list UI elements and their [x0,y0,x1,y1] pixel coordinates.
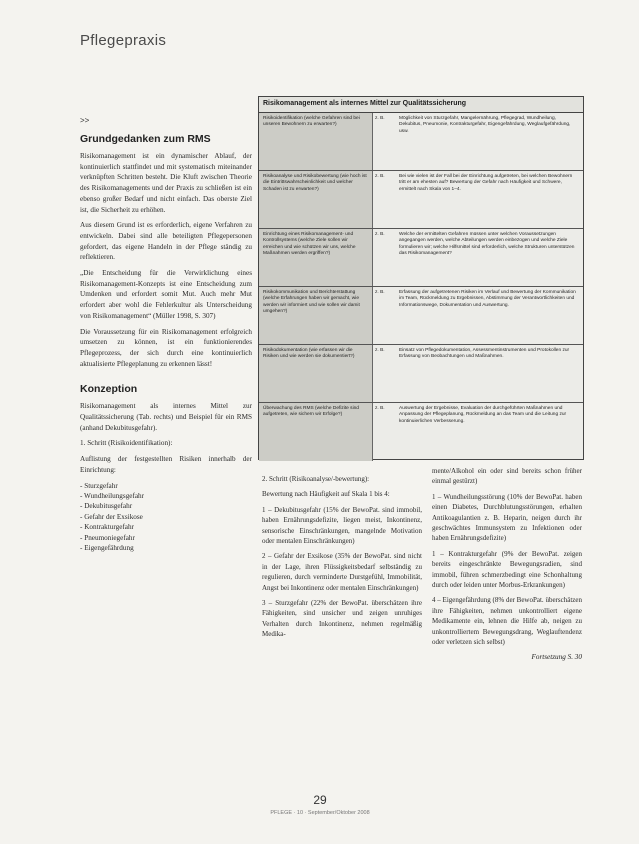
paragraph: 1 – Kontrakturgefahr (9% der BewoPat. zeigen bereits eingeschränkte Bewegungsradien, sind immobil, führen schmerzbedingt eine Schonhaltung durch oder leiden unter Morbus-Erkrankungen) [432,549,582,590]
table-row [259,171,583,229]
page-header: Pflegepraxis [80,32,167,49]
table-cell-question: Risikodokumentation (wie erfassen wir die Risiken und wie werden sie dokumentiert?) [259,345,373,402]
list-item: - Wundheilungsgefahr [80,491,145,500]
paragraph: Risikomanagement ist ein dynamischer Ablauf, der kontinuierlich stattfindet und mit systematisch miteinander verknüpften Schritten besteht. Die Kluft zwischen Theorie des Risikomanagements und der Praxis zu schließen ist ein ebenso großer Bedarf und nicht einfach. Das oberste Ziel ist, die Sicherheit zu erhöhen. [80,152,252,214]
table-title: Risikomanagement als internes Mittel zur Qualitätssicherung [259,97,583,113]
table-cell-answer: Welche der ermittelten Gefahren müssen unter welchen Voraussetzungen angegangen werden, welche Abteilungen werden einbezogen und welche Ziele formulieren wir; welche Hilfsmittel sind erforderlich, welche Strukturen unterstützen das Risikomanagement? [399,232,575,256]
table-cell-answer: Erfassung der aufgetretenen Risiken im Verlauf und Bewertung der Kommunikation im Team, Rückmeldung zu Ergebnissen, Abstimmung der Verantwortlichkeiten und Informationswege, Dokumentation und Auswertung. [399,290,576,308]
table-cell-question: Risikoidentifikation (welche Gefahren sind bei unseren Bewohnern zu erwarten?) [259,113,373,170]
heading-konzeption: Konzeption [80,383,138,396]
table-cell-question: Überwachung des RMS (welche Defizite sind aufgetreten, wie sichern wir Erfolge?) [259,403,373,461]
page-footer-line: PFLEGE · 10 · September/Oktober 2008 [270,810,370,816]
paragraph: 1 – Dekubitusgefahr (15% der BewoPat. sind immobil, haben Ernährungsdefizite, liegen meist, Inkontinenz, sensorische Einschränkungen, mangelnde Motivation oder mentalen Einschränkungen) [262,505,422,546]
paragraph: Aus diesem Grund ist es erforderlich, eigene Verfahren zu entwickeln. Dabei sind alle beteiligten Pflegepersonen gefordert, das eigene Handeln in der Pflege ständig zu reflektieren. [80,221,252,262]
table-row [259,229,583,287]
page-number: 29 [313,793,327,807]
section-marker: >> [80,116,90,125]
table-row [259,403,583,461]
table-cell-question: Einrichtung eines Risikomanagement- und Kontrollsystems (welche Ziele sollen wir erreichen und wie schützen wir uns, welche Maßnahmen werden ergriffen?) [259,229,373,286]
table-cell-step: z. B. [375,348,385,353]
list-item: - Pneumoniegefahr [80,533,135,542]
paragraph: Auflistung der festgestellten Risiken innerhalb der Einrichtung: [80,455,252,474]
risk-list [80,481,252,554]
paragraph: Risikomanagement als internes Mittel zur Qualitätssicherung (Tab. rechts) und Beispiel für ein RMS (anhand Dekubitusgefahr). [80,402,252,432]
continuation-note: Fortsetzung S. 30 [531,652,582,661]
table-cell-step: z. B. [375,406,385,411]
list-item: - Dekubitusgefahr [80,502,133,511]
heading-grundgedanken: Grundgedanken zum RMS [80,133,211,145]
list-item: - Kontrakturgefahr [80,523,134,532]
risk-management-table [258,96,584,460]
table-cell-question: Risikokommunikation und Berichterstattung (welche Erfahrungen haben wir gemacht, wie werden wir informiert und wie sollen wir damit umgehen?) [259,287,373,344]
left-column [80,116,252,553]
list-item: - Eigengefährdung [80,544,134,553]
paragraph: 3 – Sturzgefahr (22% der BewoPat. überschätzen ihre Fähigkeiten, sind unsicher und zeigen unruhiges Verhalten durch Inkontinenz, nehmen regelmäßig Medika- [262,599,422,639]
paragraph: Bewertung nach Häufigkeit auf Skala 1 bis 4: [262,490,390,499]
table-cell-answer: Einsatz von Pflegedokumentation, Assessmentinstrumenten und Protokollen zur Erfassung von Beobachtungen und Maßnahmen. [399,348,570,360]
table-cell-step: z. B. [375,290,385,295]
step-heading: 2. Schritt (Risikoanalyse/-bewertung): [262,475,370,483]
paragraph: 2 – Gefahr der Exsikose (35% der BewoPat. sind nicht in der Lage, ihren Flüssigkeitsbedarf selbständig zu regulieren, durch verminderte Durstgefühl, Immobilität, Angst bei Inkontinenz oder mentalen Einschränkungen) [262,552,422,592]
table-row [259,113,583,171]
table-row [259,345,583,403]
table-cell-step: z. B. [375,116,385,121]
paragraph: Die Voraussetzung für ein Risikomanagement erfolgreich umsetzen zu können, ist ein funktionierendes Pflegeprozess, der sich durch eine kontinuierlich aktualisierte Pflegeplanung zu erkennen lässt! [80,327,252,368]
step-heading: 1. Schritt (Risikoidentifikation): [80,439,173,448]
table-cell-step: z. B. [375,174,385,179]
table-row [259,287,583,345]
paragraph: mente/Alkohol ein oder sind bereits schon früher einmal gestürzt) [432,467,582,486]
paragraph: 1 – Wundheilungsstörung (10% der BewoPat. haben einen Diabetes, Durchblutungsstörungen, erhalten Antikoagulantien z. B. Heparin, neigen durch ihr geschwächtes Immunsystem zu Infektionen oder haben Ernährungsdefizite) [432,492,582,543]
table-cell-answer: Bei wie vielen ist der Fall bei der Einrichtung aufgetreten, bei welchen Bewohnern tritt er am ehesten auf? Bewertung der Gefahr nach Häufigkeit und Schwere, ermittelt nach Skala von 1–4. [399,174,573,192]
table-cell-answer: Möglichkeit von Sturzgefahr, Mangelernährung, Pflegegrad, Wundheilung, Dekubitus, Pneumonie, Kontrakturgefahr, Eigengefährdung, Weglaufgefährdung, usw. [399,116,571,134]
table-cell-answer: Auswertung der Ergebnisse, Evaluation der durchgeführten Maßnahmen und Anpassung der Pflegeplanung, Rückmeldung an das Team und die Leitung zur kontinuierlichen Verbesserung. [399,406,567,424]
table-cell-step: z. B. [375,232,385,237]
quote-paragraph: „Die Entscheidung für die Verwirklichung eines Risikomanagement-Konzepts ist eine Entscheidung zum Umdenken und erfordert somit Mut. Auch mehr Mut erfordert aber wohl die Fehlerkultur als Unterscheidung von Risikomanagement“ (Müller 1998, S. 307) [80,269,252,320]
list-item: - Sturzgefahr [80,481,118,490]
paragraph: 4 – Eigengefährdung (8% der BewoPat. überschätzen ihre Fähigkeiten, nehmen unkontrolliert eigene Medikamente ein, lehnen die Hilfe ab, neigen zu unkontrolliertem Bewegungsdrang, Weglauftendenz oder verletzen sich selbst) [432,596,582,647]
list-item: - Gefahr der Exsikose [80,512,143,521]
right-column [432,466,582,661]
middle-column [262,474,422,645]
table-cell-question: Risikoanalyse und Risikobewertung (wie hoch ist die Eintrittswahrscheinlichkeit und welcher Schaden ist zu erwarten?) [259,171,373,228]
